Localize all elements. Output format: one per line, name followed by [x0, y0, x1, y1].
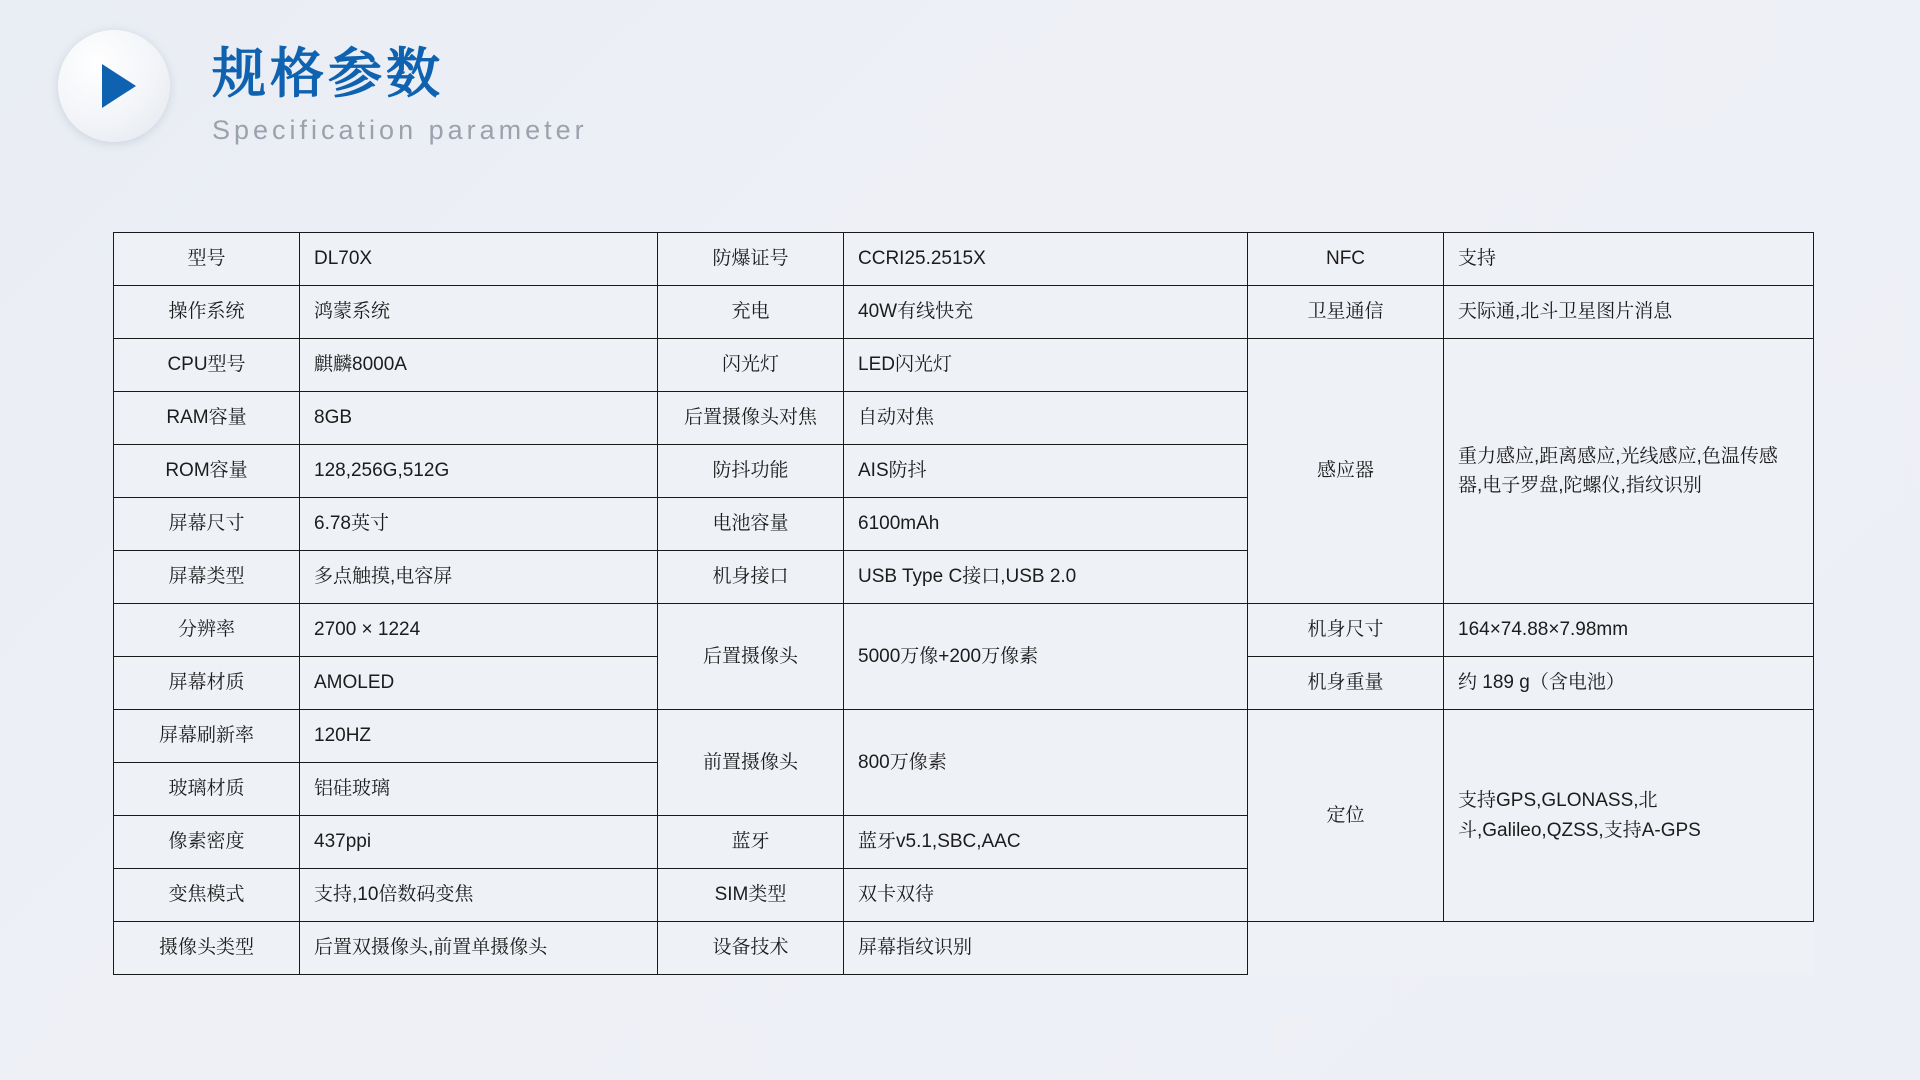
spec-value: 800万像素	[844, 710, 1248, 816]
spec-label: 机身尺寸	[1248, 604, 1444, 657]
title-block	[212, 46, 588, 146]
spec-value: 双卡双待	[844, 869, 1248, 922]
spec-label: 后置摄像头对焦	[658, 392, 844, 445]
spec-label: NFC	[1248, 233, 1444, 286]
spec-label: 玻璃材质	[114, 763, 300, 816]
spec-label: 屏幕材质	[114, 657, 300, 710]
spec-label: 设备技术	[658, 922, 844, 975]
spec-value: 屏幕指纹识别	[844, 922, 1248, 975]
spec-value: 6.78英寸	[300, 498, 658, 551]
spec-value: 后置双摄像头,前置单摄像头	[300, 922, 658, 975]
spec-label: 分辨率	[114, 604, 300, 657]
table-row	[114, 286, 1814, 339]
page-title: 规格参数	[212, 44, 444, 104]
spec-value: 128,256G,512G	[300, 445, 658, 498]
spec-label: 感应器	[1248, 339, 1444, 604]
spec-label: CPU型号	[114, 339, 300, 392]
table-row	[114, 233, 1814, 286]
spec-label: 机身重量	[1248, 657, 1444, 710]
spec-value: 自动对焦	[844, 392, 1248, 445]
table-row	[114, 710, 1814, 763]
play-triangle-icon	[58, 30, 170, 142]
spec-label: 变焦模式	[114, 869, 300, 922]
spec-label: 蓝牙	[658, 816, 844, 869]
spec-value: DL70X	[300, 233, 658, 286]
spec-label: 摄像头类型	[114, 922, 300, 975]
spec-value: 164×74.88×7.98mm	[1444, 604, 1814, 657]
spec-label: 屏幕尺寸	[114, 498, 300, 551]
spec-value: 铝硅玻璃	[300, 763, 658, 816]
spec-label: 闪光灯	[658, 339, 844, 392]
spec-value: USB Type C接口,USB 2.0	[844, 551, 1248, 604]
spec-value: AIS防抖	[844, 445, 1248, 498]
spec-label: 定位	[1248, 710, 1444, 922]
play-triangle-shape	[102, 64, 136, 108]
spec-value: 鸿蒙系统	[300, 286, 658, 339]
spec-value: AMOLED	[300, 657, 658, 710]
spec-label: 机身接口	[658, 551, 844, 604]
spec-value: 约 189 g（含电池）	[1444, 657, 1814, 710]
spec-label: 屏幕刷新率	[114, 710, 300, 763]
spec-value: CCRI25.2515X	[844, 233, 1248, 286]
spec-label: 型号	[114, 233, 300, 286]
spec-value: 支持GPS,GLONASS,北斗,Galileo,QZSS,支持A-GPS	[1444, 710, 1814, 922]
spec-value: 蓝牙v5.1,SBC,AAC	[844, 816, 1248, 869]
spec-value: 麒麟8000A	[300, 339, 658, 392]
spec-label: 屏幕类型	[114, 551, 300, 604]
spec-value: LED闪光灯	[844, 339, 1248, 392]
spec-label: 操作系统	[114, 286, 300, 339]
spec-value: 437ppi	[300, 816, 658, 869]
spec-label: 充电	[658, 286, 844, 339]
table-row	[114, 604, 1814, 657]
spec-value: 8GB	[300, 392, 658, 445]
spec-table-container	[113, 232, 1813, 975]
spec-label: 后置摄像头	[658, 604, 844, 710]
spec-value: 支持,10倍数码变焦	[300, 869, 658, 922]
spec-label: 电池容量	[658, 498, 844, 551]
spec-value: 天际通,北斗卫星图片消息	[1444, 286, 1814, 339]
spec-value: 120HZ	[300, 710, 658, 763]
table-row	[114, 922, 1814, 975]
spec-label: SIM类型	[658, 869, 844, 922]
table-row	[114, 339, 1814, 392]
spec-value: 重力感应,距离感应,光线感应,色温传感器,电子罗盘,陀螺仪,指纹识别	[1444, 339, 1814, 604]
spec-value: 40W有线快充	[844, 286, 1248, 339]
spec-label: RAM容量	[114, 392, 300, 445]
spec-label: 防抖功能	[658, 445, 844, 498]
spec-value: 2700 × 1224	[300, 604, 658, 657]
spec-value: 多点触摸,电容屏	[300, 551, 658, 604]
spec-value: 支持	[1444, 233, 1814, 286]
spec-value: 5000万像+200万像素	[844, 604, 1248, 710]
spec-label: 卫星通信	[1248, 286, 1444, 339]
spec-label: ROM容量	[114, 445, 300, 498]
spec-label: 前置摄像头	[658, 710, 844, 816]
spec-value: 6100mAh	[844, 498, 1248, 551]
page-subtitle: Specification parameter	[212, 114, 588, 145]
page-header	[40, 22, 588, 146]
spec-label: 防爆证号	[658, 233, 844, 286]
spec-table	[113, 232, 1814, 975]
spec-label: 像素密度	[114, 816, 300, 869]
